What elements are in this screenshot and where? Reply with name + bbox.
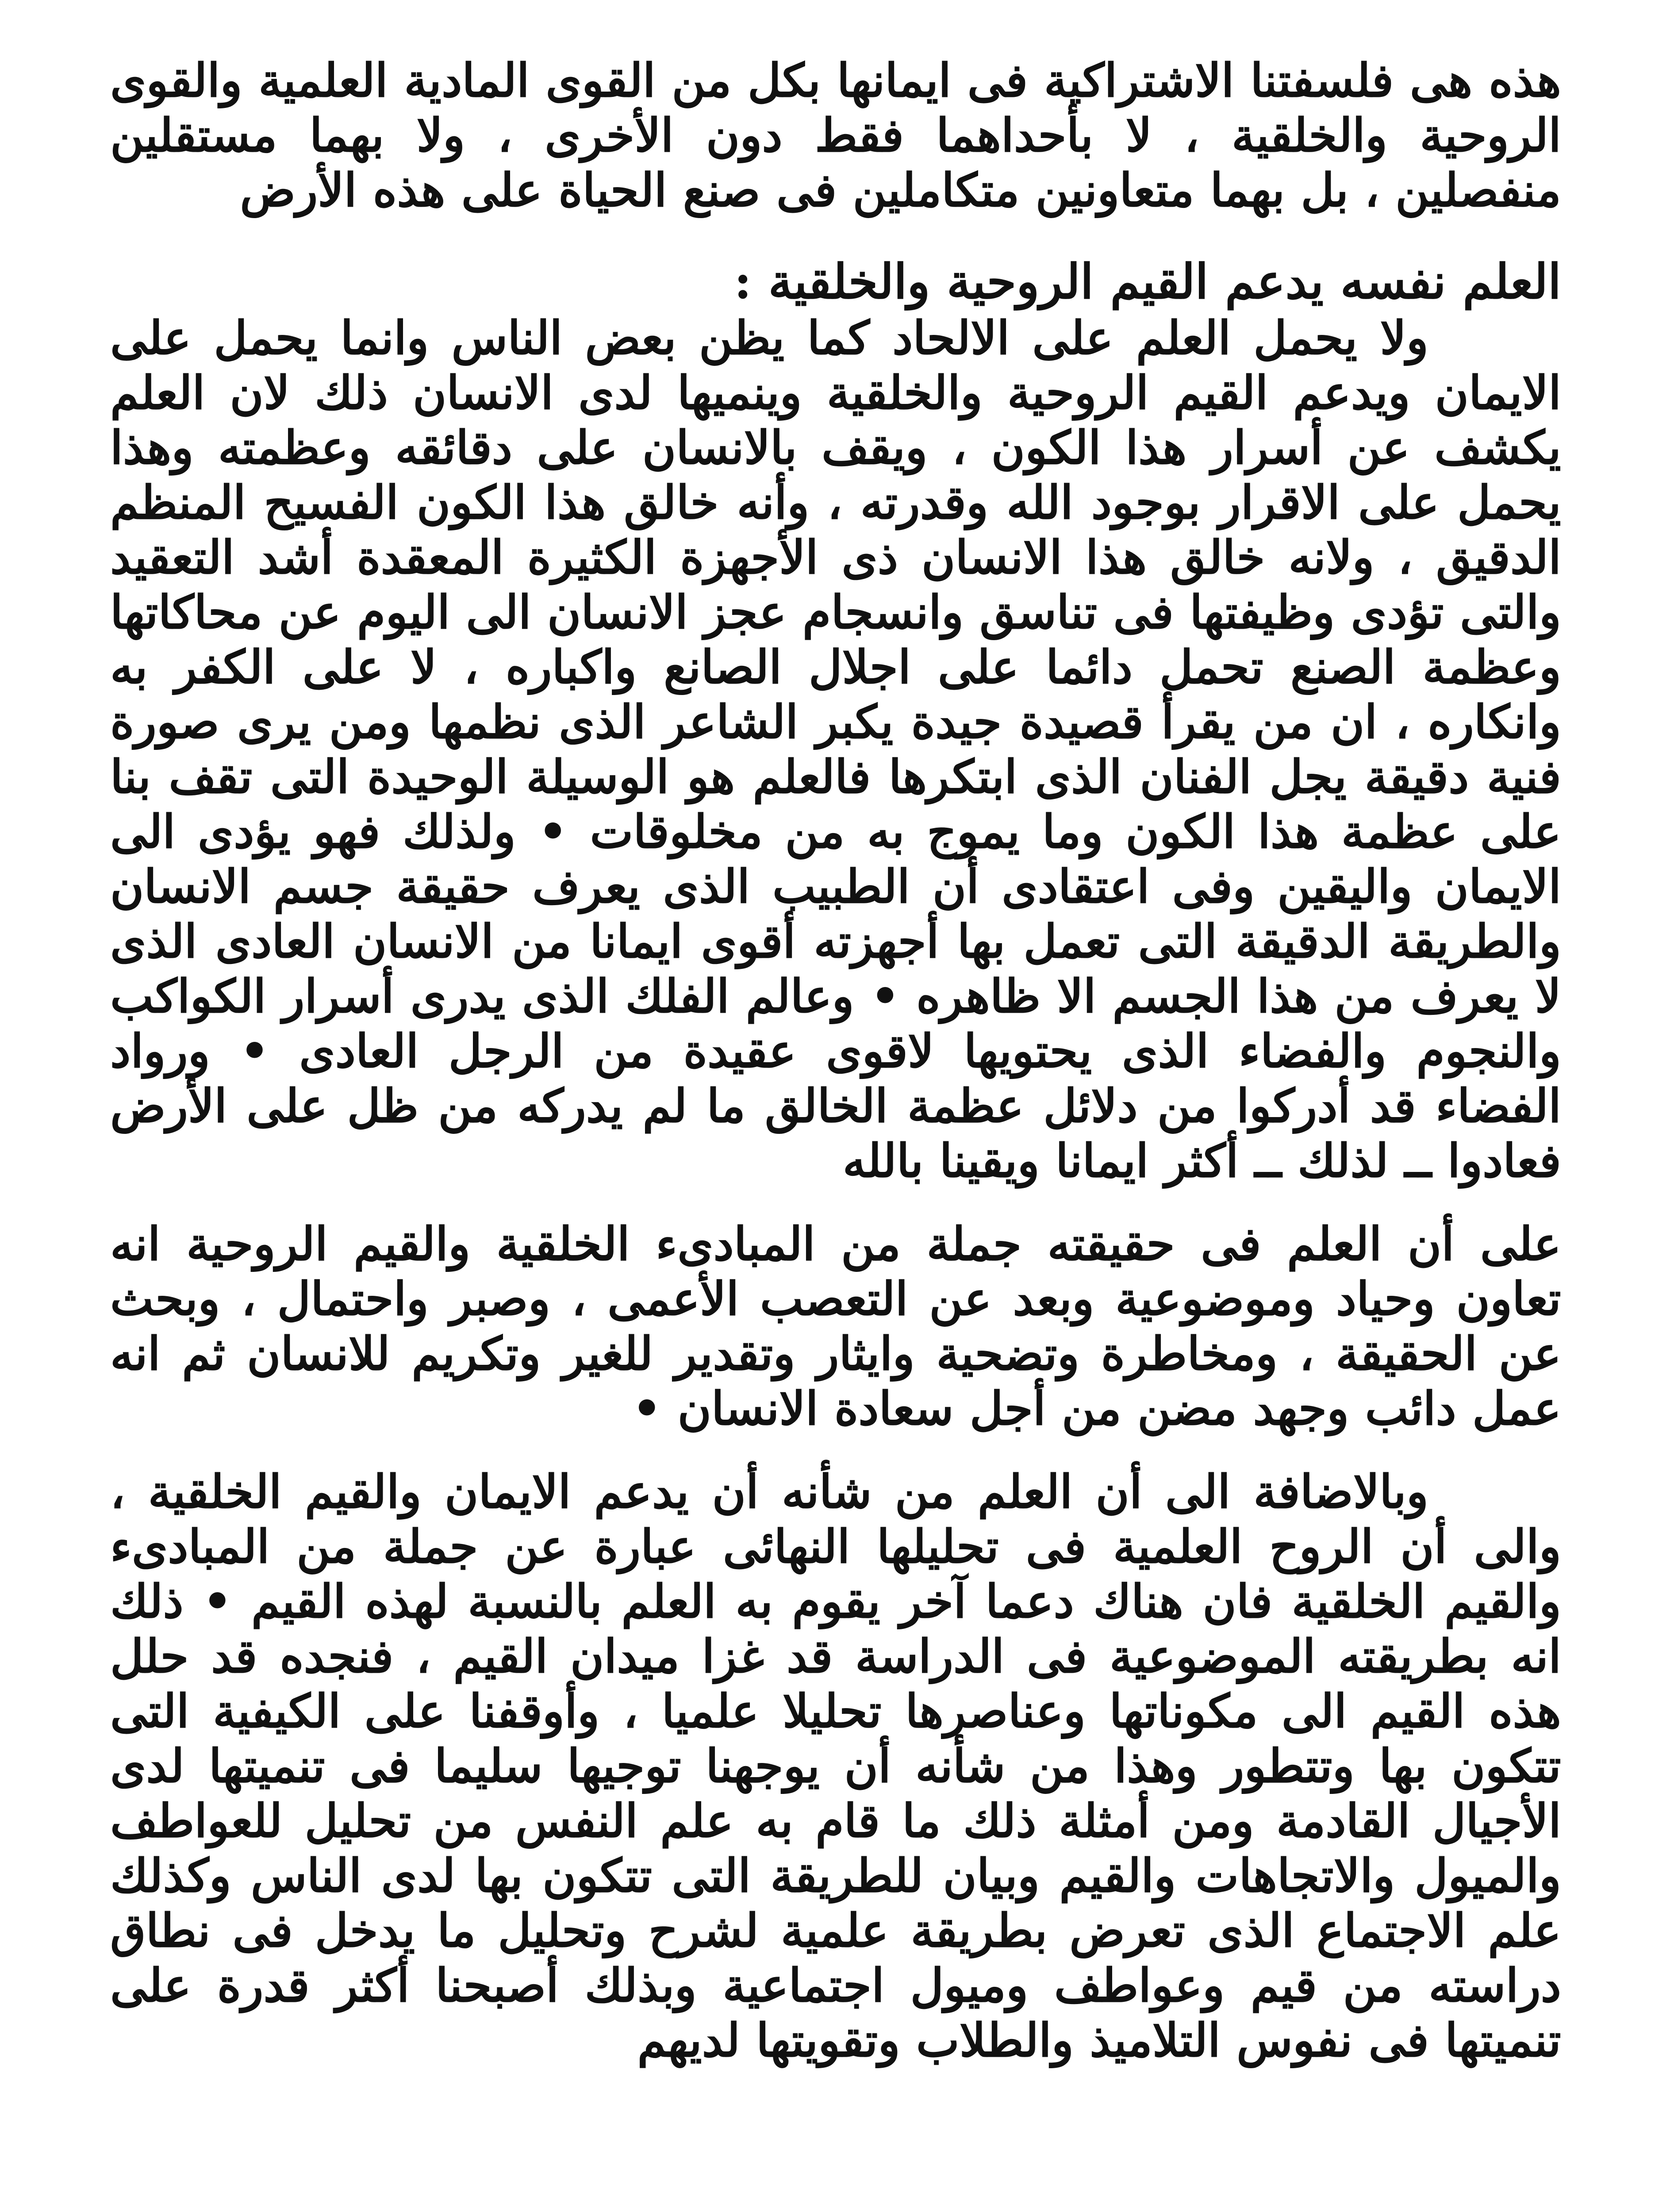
body-paragraph-science-values: على أن العلم فى حقيقته جملة من المبادىء الخلقية والقيم الروحية انه تعاون وحياد وموضوعية وبعد عن التعصب الأعمى ، وصبر واحتمال ، وبحث عن الحقيقة ، ومخاطرة وتضحية وايثار وتقدير للغير وتكريم للانسان ثم انه عمل دائب وجهد مضن من أجل سعادة الانسان • (110, 1217, 1561, 1436)
document-page (110, 53, 1561, 2068)
section-heading: العلم نفسه يدعم القيم الروحية والخلقية : (734, 254, 1561, 310)
spacer (110, 218, 1561, 253)
body-paragraph-science-support: وبالاضافة الى أن العلم من شأنه أن يدعم الايمان والقيم الخلقية ، والى أن الروح العلمية فى تحليلها النهائى عبارة عن جملة من المبادىء والقيم الخلقية فان هناك دعما آخر يقوم به العلم بالنسبة لهذه القيم • ذلك انه بطريقته الموضوعية فى الدراسة قد غزا ميدان القيم ، فنجده قد حلل هذه القيم الى مكوناتها وعناصرها تحليلا علميا ، وأوقفنا على الكيفية التى تتكون بها وتتطور وهذا من شأنه أن يوجهنا توجيها سليما فى تنميتها لدى الأجيال القادمة ومن أمثلة ذلك ما قام به علم النفس من تحليل للعواطف والميول والاتجاهات والقيم وبيان للطريقة التى تتكون بها لدى الناس وكذلك علم الاجتماع الذى تعرض بطريقة علمية لشرح وتحليل ما يدخل فى نطاق دراسته من قيم وعواطف وميول اجتماعية وبذلك أصبحنا أكثر قدرة على تنميتها فى نفوس التلاميذ والطلاب وتقويتها لديهم (110, 1464, 1561, 2067)
spacer (110, 1188, 1561, 1217)
spacer (110, 1436, 1561, 1464)
intro-paragraph: هذه هى فلسفتنا الاشتراكية فى ايمانها بكل من القوى المادية العلمية والقوى الروحية والخلقية ، لا بأحداهما فقط دون الأخرى ، ولا بهما مستقلين منفصلين ، بل بهما متعاونين متكاملين فى صنع الحياة على هذه الأرض (110, 53, 1561, 217)
body-paragraph-science-faith: ولا يحمل العلم على الالحاد كما يظن بعض الناس وانما يحمل على الايمان ويدعم القيم الروحية والخلقية وينميها لدى الانسان ذلك لان العلم يكشف عن أسرار هذا الكون ، ويقف بالانسان على دقائقه وعظمته وهذا يحمل على الاقرار بوجود الله وقدرته ، وأنه خالق هذا الكون الفسيح المنظم الدقيق ، ولانه خالق هذا الانسان ذى الأجهزة الكثيرة المعقدة أشد التعقيد والتى تؤدى وظيفتها فى تناسق وانسجام عجز الانسان الى اليوم عن محاكاتها وعظمة الصنع تحمل دائما على اجلال الصانع واكباره ، لا على الكفر به وانكاره ، ان من يقرأ قصيدة جيدة يكبر الشاعر الذى نظمها ومن يرى صورة فنية دقيقة يجل الفنان الذى ابتكرها فالعلم هو الوسيلة الوحيدة التى تقف بنا على عظمة هذا الكون وما يموج به من مخلوقات • ولذلك فهو يؤدى الى الايمان واليقين وفى اعتقادى أن الطبيب الذى يعرف حقيقة جسم الانسان والطريقة الدقيقة التى تعمل بها أجهزته أقوى ايمانا من الانسان العادى الذى لا يعرف من هذا الجسم الا ظاهره • وعالم الفلك الذى يدرى أسرار الكواكب والنجوم والفضاء الذى يحتويها لاقوى عقيدة من الرجل العادى • ورواد الفضاء قد أدركوا من دلائل عظمة الخالق ما لم يدركه من ظل على الأرض فعادوا ــ لذلك ــ أكثر ايمانا ويقينا بالله (110, 311, 1562, 1188)
